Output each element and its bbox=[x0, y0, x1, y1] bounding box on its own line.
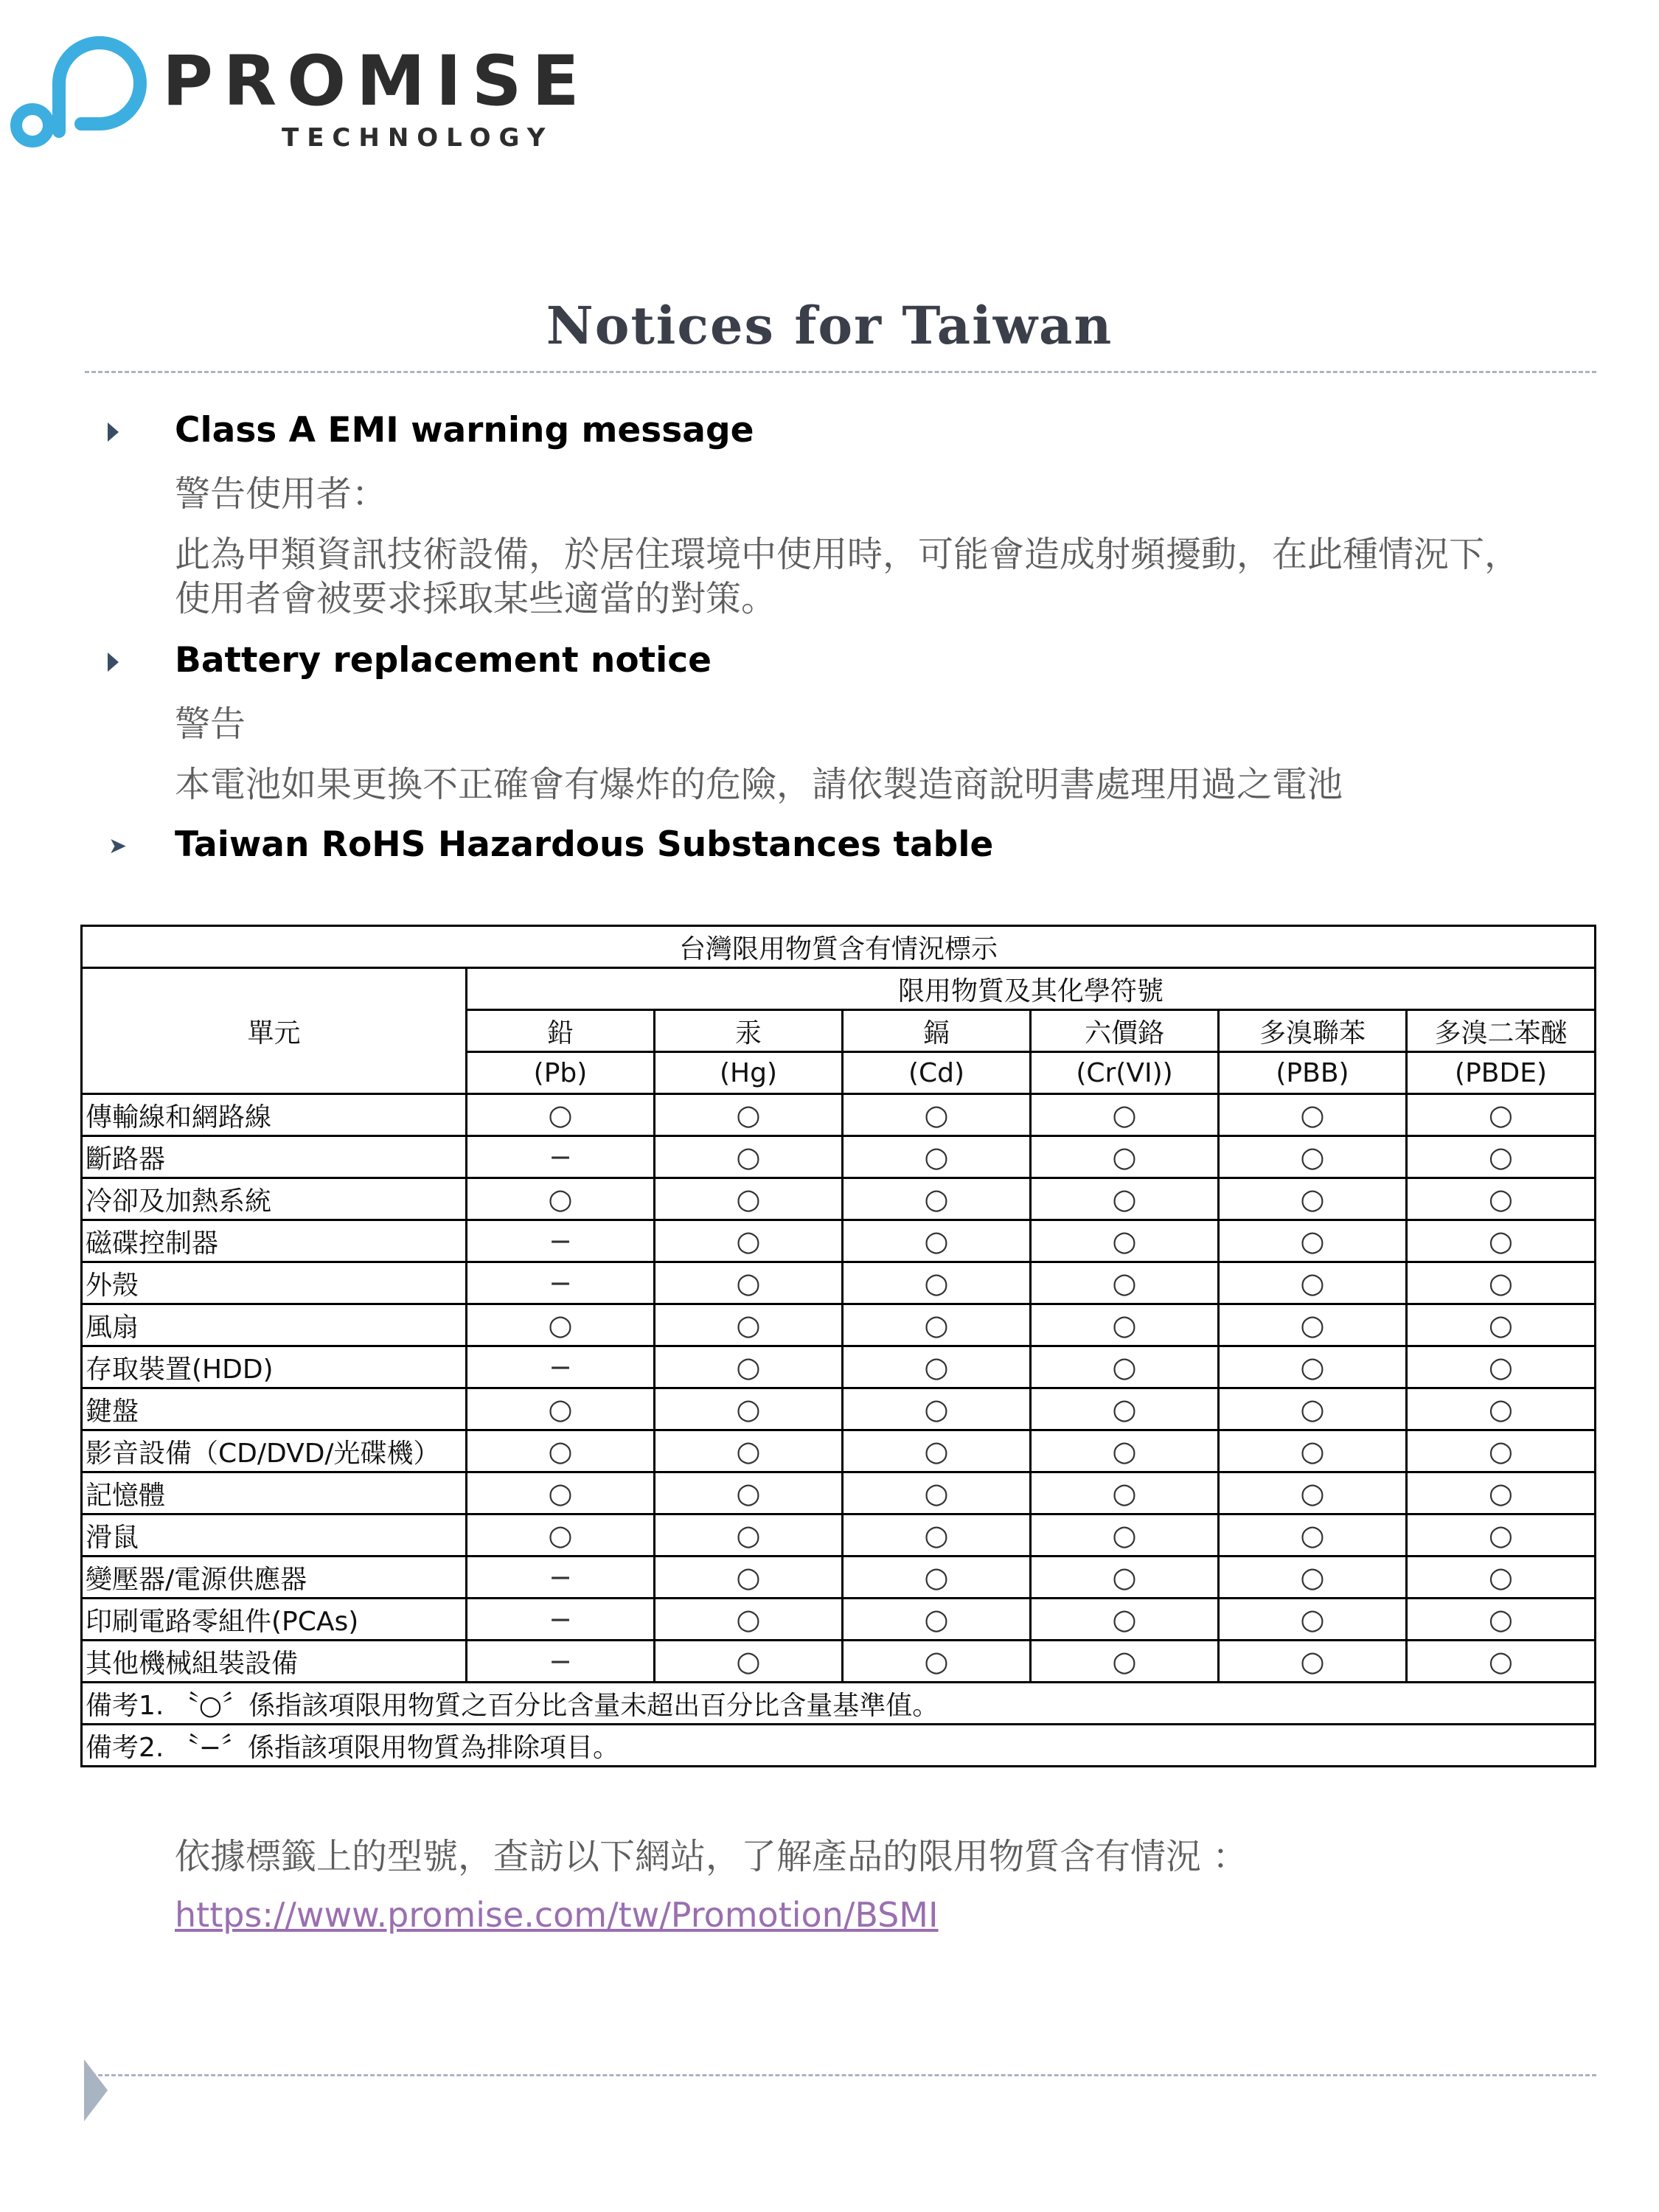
logo-wordmark: PROMISE bbox=[162, 41, 590, 122]
substance-mark-cell: ○ bbox=[843, 1514, 1031, 1557]
table-note-row bbox=[82, 1725, 1596, 1767]
substance-mark-cell: ○ bbox=[655, 1514, 843, 1557]
substance-mark-cell: ○ bbox=[1031, 1094, 1219, 1136]
substance-symbol-header: (PBB) bbox=[1219, 1052, 1407, 1094]
unit-name-cell: 外殼 bbox=[82, 1262, 467, 1304]
substance-mark-cell: ○ bbox=[843, 1136, 1031, 1178]
substance-mark-cell: ○ bbox=[1219, 1094, 1407, 1136]
substance-mark-cell: ○ bbox=[1031, 1430, 1219, 1472]
unit-name-cell: 鍵盤 bbox=[82, 1388, 467, 1430]
substance-mark-cell: ○ bbox=[1031, 1472, 1219, 1514]
substance-mark-cell: ○ bbox=[1031, 1641, 1219, 1683]
substance-mark-cell: ○ bbox=[655, 1472, 843, 1514]
substance-mark-cell: ○ bbox=[655, 1430, 843, 1472]
substance-mark-cell: ○ bbox=[1031, 1220, 1219, 1262]
emi-warning-line-2: 使用者會被要求採取某些適當的對策。 bbox=[175, 578, 777, 619]
substance-mark-cell: ○ bbox=[1219, 1304, 1407, 1346]
substance-name-header: 汞 bbox=[655, 1010, 843, 1052]
substance-mark-cell: ○ bbox=[843, 1346, 1031, 1388]
table-row bbox=[82, 1304, 1596, 1346]
unit-name-cell: 磁碟控制器 bbox=[82, 1220, 467, 1262]
substance-mark-cell: ○ bbox=[655, 1557, 843, 1599]
substance-mark-cell: ○ bbox=[1031, 1557, 1219, 1599]
substance-mark-cell: ○ bbox=[843, 1388, 1031, 1430]
page-title: Notices for Taiwan bbox=[546, 295, 1113, 356]
substance-mark-cell: − bbox=[467, 1262, 655, 1304]
substance-symbol-header: (Cd) bbox=[843, 1052, 1031, 1094]
unit-name-cell: 滑鼠 bbox=[82, 1514, 467, 1557]
substance-mark-cell: ○ bbox=[467, 1178, 655, 1220]
bsmi-link[interactable]: https://www.promise.com/tw/Promotion/BSMI bbox=[175, 1895, 939, 1935]
substance-mark-cell: ○ bbox=[843, 1304, 1031, 1346]
substance-name-header: 鉛 bbox=[467, 1010, 655, 1052]
substance-mark-cell: − bbox=[467, 1220, 655, 1262]
unit-name-cell: 傳輸線和網路線 bbox=[82, 1094, 467, 1136]
substance-mark-cell: ○ bbox=[1219, 1220, 1407, 1262]
table-row bbox=[82, 1472, 1596, 1514]
table-row bbox=[82, 1514, 1596, 1557]
substance-mark-cell: ○ bbox=[655, 1178, 843, 1220]
substance-mark-cell: ○ bbox=[655, 1641, 843, 1683]
substance-mark-cell: ○ bbox=[843, 1430, 1031, 1472]
substance-mark-cell: ○ bbox=[655, 1346, 843, 1388]
table-row bbox=[82, 1178, 1596, 1220]
substance-mark-cell: ○ bbox=[843, 1599, 1031, 1641]
table-note: 備考1. 〝○〞係指該項限用物質之百分比含量未超出百分比含量基準值。 bbox=[82, 1683, 1596, 1725]
substance-mark-cell: ○ bbox=[655, 1220, 843, 1262]
substance-mark-cell: ○ bbox=[467, 1514, 655, 1557]
substance-name-header: 多溴二苯醚 bbox=[1407, 1010, 1596, 1052]
substance-mark-cell: ○ bbox=[1407, 1178, 1596, 1220]
substance-mark-cell: ○ bbox=[1407, 1304, 1596, 1346]
footer-divider bbox=[85, 2074, 1596, 2076]
substance-mark-cell: ○ bbox=[1407, 1557, 1596, 1599]
bullet-arrow-icon bbox=[108, 422, 119, 442]
substance-mark-cell: ○ bbox=[467, 1304, 655, 1346]
substance-symbol-header: (Cr(VI)) bbox=[1031, 1052, 1219, 1094]
table-row bbox=[82, 1262, 1596, 1304]
substance-mark-cell: ○ bbox=[1031, 1346, 1219, 1388]
substance-mark-cell: ○ bbox=[655, 1094, 843, 1136]
substance-name-header: 多溴聯苯 bbox=[1219, 1010, 1407, 1052]
unit-name-cell: 記憶體 bbox=[82, 1472, 467, 1514]
table-row bbox=[82, 1094, 1596, 1136]
unit-name-cell: 變壓器/電源供應器 bbox=[82, 1557, 467, 1599]
emi-warning-line-1: 此為甲類資訊技術設備，於居住環境中使用時，可能會造成射頻擾動，在此種情況下， bbox=[175, 534, 1520, 575]
substance-mark-cell: ○ bbox=[1219, 1599, 1407, 1641]
footer-arrow-icon bbox=[84, 2059, 108, 2121]
substance-mark-cell: − bbox=[467, 1136, 655, 1178]
table-row bbox=[82, 1557, 1596, 1599]
substance-mark-cell: ○ bbox=[467, 1472, 655, 1514]
substance-mark-cell: ○ bbox=[1219, 1641, 1407, 1683]
battery-warning-text: 本電池如果更換不正確會有爆炸的危險，請依製造商說明書處理用過之電池 bbox=[175, 764, 1343, 805]
section-heading-emi: Class A EMI warning message bbox=[175, 410, 754, 451]
substance-name-header: 六價鉻 bbox=[1031, 1010, 1219, 1052]
table-note: 備考2. 〝−〞係指該項限用物質為排除項目。 bbox=[82, 1725, 1596, 1767]
emi-warning-label: 警告使用者： bbox=[175, 473, 388, 515]
substance-mark-cell: ○ bbox=[1407, 1388, 1596, 1430]
substance-mark-cell: ○ bbox=[655, 1388, 843, 1430]
substance-mark-cell: ○ bbox=[843, 1178, 1031, 1220]
table-note-row bbox=[82, 1683, 1596, 1725]
substance-mark-cell: ○ bbox=[1031, 1388, 1219, 1430]
substance-mark-cell: ○ bbox=[1407, 1641, 1596, 1683]
substance-symbol-header: (Hg) bbox=[655, 1052, 843, 1094]
substance-symbol-header: (Pb) bbox=[467, 1052, 655, 1094]
table-row bbox=[82, 1136, 1596, 1178]
substance-mark-cell: ○ bbox=[843, 1472, 1031, 1514]
company-logo bbox=[7, 13, 590, 153]
unit-name-cell: 印刷電路零組件(PCAs) bbox=[82, 1599, 467, 1641]
section-heading-battery: Battery replacement notice bbox=[175, 640, 712, 681]
substance-mark-cell: ○ bbox=[843, 1094, 1031, 1136]
substance-mark-cell: ○ bbox=[843, 1641, 1031, 1683]
substance-mark-cell: ○ bbox=[467, 1430, 655, 1472]
substance-mark-cell: ○ bbox=[467, 1094, 655, 1136]
substance-mark-cell: ○ bbox=[1031, 1599, 1219, 1641]
substance-mark-cell: − bbox=[467, 1557, 655, 1599]
logo-subline: TECHNOLOGY bbox=[282, 123, 554, 153]
substance-mark-cell: ○ bbox=[1407, 1599, 1596, 1641]
substance-mark-cell: ○ bbox=[1031, 1514, 1219, 1557]
substance-mark-cell: ○ bbox=[1407, 1136, 1596, 1178]
substance-mark-cell: ○ bbox=[1219, 1262, 1407, 1304]
substance-mark-cell: ○ bbox=[1219, 1136, 1407, 1178]
substance-mark-cell: ○ bbox=[1407, 1262, 1596, 1304]
unit-column-header: 單元 bbox=[82, 968, 467, 1094]
unit-name-cell: 斷路器 bbox=[82, 1136, 467, 1178]
substance-mark-cell: ○ bbox=[1407, 1430, 1596, 1472]
substance-mark-cell: ○ bbox=[1407, 1514, 1596, 1557]
table-row bbox=[82, 1599, 1596, 1641]
substance-mark-cell: ○ bbox=[1219, 1178, 1407, 1220]
substance-mark-cell: ○ bbox=[1407, 1220, 1596, 1262]
bullet-chevron-icon: ➤ bbox=[108, 833, 128, 859]
substance-mark-cell: ○ bbox=[1407, 1472, 1596, 1514]
unit-name-cell: 影音設備（CD/DVD/光碟機） bbox=[82, 1430, 467, 1472]
unit-name-cell: 其他機械組裝設備 bbox=[82, 1641, 467, 1683]
substance-name-header: 鎘 bbox=[843, 1010, 1031, 1052]
bullet-arrow-icon bbox=[108, 653, 119, 672]
substance-mark-cell: ○ bbox=[843, 1262, 1031, 1304]
substance-mark-cell: − bbox=[467, 1599, 655, 1641]
substance-mark-cell: ○ bbox=[1031, 1178, 1219, 1220]
substance-mark-cell: ○ bbox=[1219, 1514, 1407, 1557]
substance-mark-cell: ○ bbox=[1219, 1346, 1407, 1388]
substance-mark-cell: − bbox=[467, 1346, 655, 1388]
substance-mark-cell: ○ bbox=[1219, 1557, 1407, 1599]
promise-logo-mark-icon bbox=[7, 13, 155, 153]
table-row bbox=[82, 1641, 1596, 1683]
substance-mark-cell: ○ bbox=[843, 1220, 1031, 1262]
table-row bbox=[82, 1346, 1596, 1388]
table-row bbox=[82, 1430, 1596, 1472]
substance-mark-cell: ○ bbox=[1031, 1136, 1219, 1178]
substance-mark-cell: ○ bbox=[655, 1262, 843, 1304]
substance-mark-cell: ○ bbox=[1219, 1430, 1407, 1472]
section-heading-rohs: Taiwan RoHS Hazardous Substances table bbox=[175, 824, 994, 865]
substance-mark-cell: ○ bbox=[467, 1388, 655, 1430]
unit-name-cell: 風扇 bbox=[82, 1304, 467, 1346]
table-row bbox=[82, 1220, 1596, 1262]
substance-mark-cell: ○ bbox=[1219, 1388, 1407, 1430]
substance-mark-cell: ○ bbox=[655, 1599, 843, 1641]
title-divider bbox=[85, 371, 1596, 373]
table-title: 台灣限用物質含有情況標示 bbox=[82, 926, 1596, 968]
substance-group-header: 限用物質及其化學符號 bbox=[467, 968, 1596, 1010]
substance-mark-cell: ○ bbox=[1031, 1304, 1219, 1346]
substance-mark-cell: ○ bbox=[1031, 1262, 1219, 1304]
substance-mark-cell: ○ bbox=[1219, 1472, 1407, 1514]
substance-symbol-header: (PBDE) bbox=[1407, 1052, 1596, 1094]
substance-mark-cell: ○ bbox=[1407, 1094, 1596, 1136]
substance-mark-cell: ○ bbox=[655, 1304, 843, 1346]
substance-mark-cell: − bbox=[467, 1641, 655, 1683]
substance-mark-cell: ○ bbox=[843, 1557, 1031, 1599]
unit-name-cell: 存取裝置(HDD) bbox=[82, 1346, 467, 1388]
lookup-instruction: 依據標籤上的型號，查訪以下網站，了解產品的限用物質含有情況 ： bbox=[175, 1836, 1248, 1877]
battery-warning-label: 警告 bbox=[175, 703, 246, 745]
substance-mark-cell: ○ bbox=[655, 1136, 843, 1178]
table-row bbox=[82, 1388, 1596, 1430]
substance-mark-cell: ○ bbox=[1407, 1346, 1596, 1388]
rohs-substance-table bbox=[80, 925, 1596, 1767]
unit-name-cell: 冷卻及加熱系統 bbox=[82, 1178, 467, 1220]
